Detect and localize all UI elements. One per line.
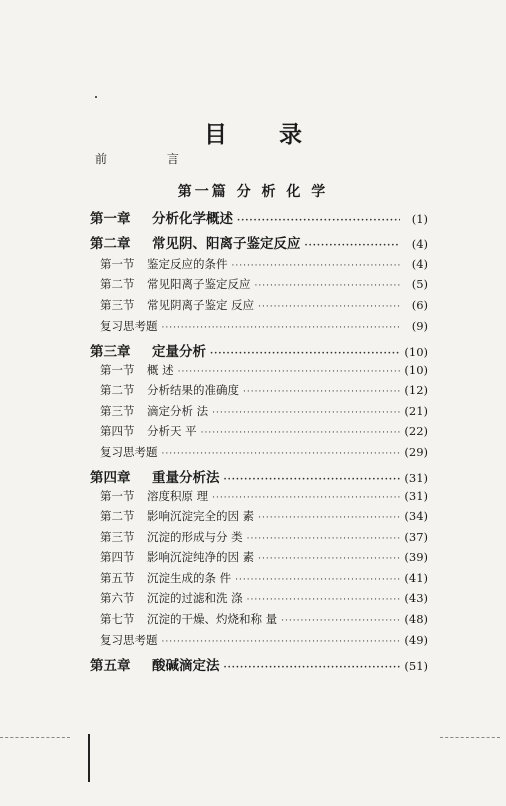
toc-page-number: (39) — [404, 550, 428, 564]
toc-entry-title: 概 述 — [147, 363, 174, 377]
toc-page-number: (5) — [411, 277, 428, 291]
toc-entry-title: 沉淀的干燥、灼烧和称 量 — [147, 612, 278, 626]
toc-page-number: (37) — [404, 530, 428, 544]
toc-entry-number: 第二节 — [100, 509, 135, 523]
toc-section-row — [100, 549, 428, 565]
toc-review-row — [100, 318, 428, 334]
toc-entry-number: 第四章 — [90, 470, 131, 486]
toc-leader-dots — [281, 617, 400, 626]
toc-entry-title: 分析天 平 — [147, 424, 197, 438]
toc-entry-title: 沉淀的过滤和洗 涤 — [147, 591, 243, 605]
toc-page-number: (49) — [404, 633, 428, 647]
toc-leader-dots — [243, 388, 400, 397]
toc-page-number: (9) — [411, 319, 428, 333]
toc-leader-dots — [201, 429, 400, 438]
toc-section-row — [100, 382, 428, 398]
toc-entry-title: 沉淀的形成与分 类 — [147, 530, 243, 544]
toc-section-row — [100, 590, 428, 606]
toc-leader-dots — [224, 476, 401, 485]
toc-entry-number: 第四节 — [100, 550, 135, 564]
toc-leader-dots — [212, 494, 400, 503]
toc-leader-dots — [162, 324, 401, 333]
toc-page-number: (31) — [404, 471, 428, 485]
toc-entry-title: 溶度积原 理 — [147, 489, 209, 503]
toc-page-number: (48) — [404, 612, 428, 626]
toc-entry-number: 第一节 — [100, 489, 135, 503]
toc-section-row — [100, 570, 428, 586]
toc-entry-number: 第四节 — [100, 424, 135, 438]
toc-page-number: (12) — [404, 383, 428, 397]
preface-entry: 前 言 — [95, 152, 207, 166]
toc-entry-title: 重量分析法 — [152, 470, 220, 486]
toc-leader-dots — [258, 514, 400, 523]
toc-page-number: (51) — [404, 659, 428, 673]
toc-entry-number: 第一章 — [90, 211, 131, 227]
toc-page-number: (6) — [411, 298, 428, 312]
toc-section-row — [100, 256, 428, 272]
toc-section-row — [100, 362, 428, 378]
toc-entry-title: 复习思考题 — [100, 633, 158, 647]
toc-page-number: (1) — [411, 212, 428, 226]
toc-entry-title: 分析结果的准确度 — [147, 383, 239, 397]
toc-section-row — [100, 276, 428, 292]
toc-entry-title: 滴定分析 法 — [147, 404, 209, 418]
toc-page-number: (4) — [411, 257, 428, 271]
toc-page-number: (10) — [404, 363, 428, 377]
page-title: 目 录 — [203, 121, 324, 148]
scan-speck — [95, 96, 97, 98]
toc-chapter-row — [90, 466, 428, 486]
toc-section-row — [100, 403, 428, 419]
toc-section-row — [100, 297, 428, 313]
toc-entry-title: 常见阴、阳离子鉴定反应 — [152, 236, 301, 252]
toc-leader-dots — [210, 350, 400, 359]
toc-page-number: (41) — [404, 571, 428, 585]
toc-entry-title: 复习思考题 — [100, 445, 158, 459]
toc-leader-dots — [224, 664, 401, 673]
toc-leader-dots — [258, 303, 400, 312]
toc-entry-number: 第一节 — [100, 257, 135, 271]
toc-page-number: (21) — [404, 404, 428, 418]
toc-leader-dots — [162, 450, 401, 459]
toc-leader-dots — [162, 638, 401, 647]
toc-entry-title: 定量分析 — [152, 344, 206, 360]
toc-entry-number: 第七节 — [100, 612, 135, 626]
toc-entry-title: 常见阳离子鉴定反应 — [147, 277, 251, 291]
toc-entry-title: 常见阴离子鉴定 反应 — [147, 298, 255, 312]
scan-margin-line — [88, 734, 90, 782]
toc-section-row — [100, 508, 428, 524]
toc-chapter-row — [90, 340, 428, 360]
scan-dash-left — [0, 737, 70, 739]
toc-page-number: (34) — [404, 509, 428, 523]
toc-page-number: (31) — [404, 489, 428, 503]
toc-entry-number: 第五章 — [90, 658, 131, 674]
toc-entry-number: 第五节 — [100, 571, 135, 585]
toc-leader-dots — [232, 262, 401, 271]
part-title: 第一篇 分 析 化 学 — [177, 184, 329, 200]
toc-entry-number: 第二节 — [100, 277, 135, 291]
toc-section-row — [100, 423, 428, 439]
toc-entry-title: 鉴定反应的条件 — [147, 257, 228, 271]
toc-entry-number: 第三节 — [100, 298, 135, 312]
toc-leader-dots — [247, 596, 400, 605]
toc-section-row — [100, 611, 428, 627]
toc-review-row — [100, 632, 428, 648]
toc-page-number: (43) — [404, 591, 428, 605]
toc-entry-number: 第六节 — [100, 591, 135, 605]
toc-chapter-row — [90, 207, 428, 227]
toc-leader-dots — [247, 535, 400, 544]
toc-leader-dots — [178, 368, 400, 377]
scan-dash-right — [440, 737, 500, 739]
toc-entry-title: 影响沉淀完全的因 素 — [147, 509, 255, 523]
toc-section-row — [100, 529, 428, 545]
toc-entry-number: 第三节 — [100, 404, 135, 418]
toc-leader-dots — [212, 409, 400, 418]
toc-leader-dots — [255, 282, 401, 291]
toc-leader-dots — [305, 242, 401, 251]
toc-review-row — [100, 444, 428, 460]
toc-entry-title: 沉淀生成的条 件 — [147, 571, 232, 585]
toc-chapter-row — [90, 654, 428, 674]
toc-leader-dots — [235, 576, 400, 585]
toc-entry-title: 酸碱滴定法 — [152, 658, 220, 674]
toc-entry-number: 第二节 — [100, 383, 135, 397]
toc-entry-number: 第二章 — [90, 236, 131, 252]
toc-page-number: (22) — [404, 424, 428, 438]
toc-entry-number: 第三章 — [90, 344, 131, 360]
toc-page-number: (4) — [411, 237, 428, 251]
toc-leader-dots — [237, 217, 400, 226]
toc-entry-number: 第三节 — [100, 530, 135, 544]
toc-entry-number: 第一节 — [100, 363, 135, 377]
toc-entry-title: 影响沉淀纯净的因 素 — [147, 550, 255, 564]
toc-section-row — [100, 488, 428, 504]
toc-page-number: (10) — [404, 345, 428, 359]
toc-entry-title: 分析化学概述 — [152, 211, 233, 227]
toc-leader-dots — [258, 555, 400, 564]
toc-chapter-row — [90, 232, 428, 252]
toc-page-number: (29) — [404, 445, 428, 459]
toc-entry-title: 复习思考题 — [100, 319, 158, 333]
